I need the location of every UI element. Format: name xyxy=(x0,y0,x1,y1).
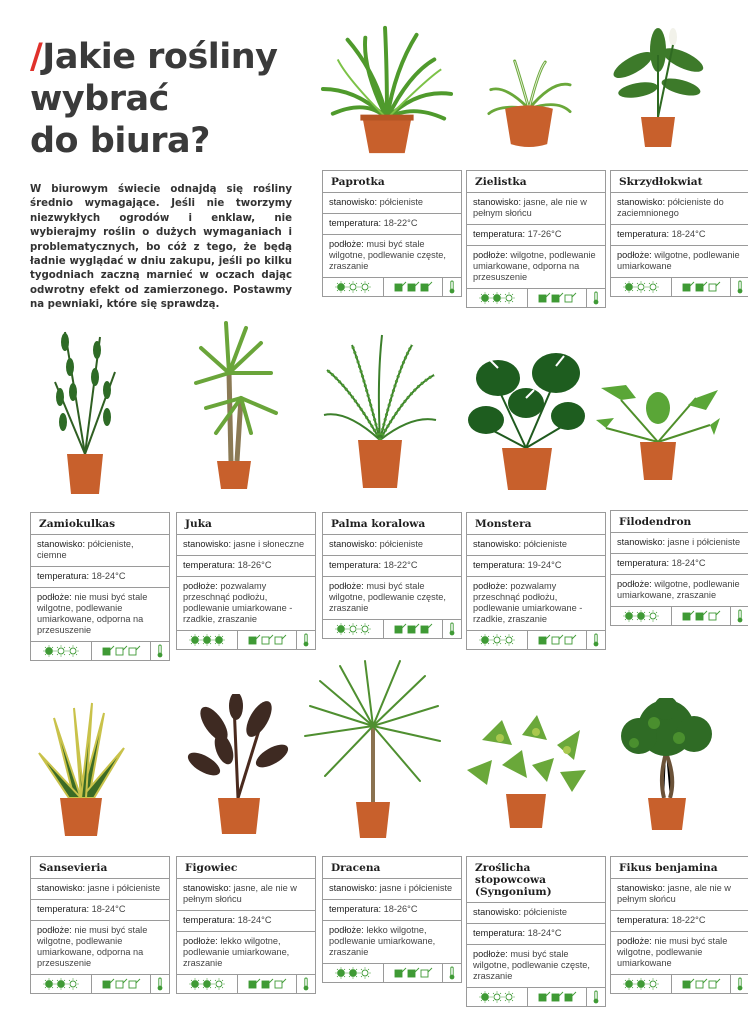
watering-can-icon xyxy=(528,289,587,307)
soil-value: musi być stale wilgotne, podlewanie częste, zraszanie xyxy=(329,581,446,613)
plant-name: Sansevieria xyxy=(31,857,169,879)
position-row xyxy=(467,903,605,924)
plant-image-palma-koralowa xyxy=(322,330,438,492)
care-icons xyxy=(31,642,169,660)
soil-row xyxy=(611,932,748,975)
peace-lily-icon xyxy=(602,25,714,151)
position-label: stanowisko: xyxy=(617,537,666,547)
plant-image-paprotka xyxy=(318,20,456,158)
syngonium-icon xyxy=(462,710,590,832)
temperature-value: 18-22°C xyxy=(383,560,418,570)
care-icons xyxy=(323,620,461,638)
plant-image-zamiokulkas xyxy=(44,322,126,498)
title-slash: / xyxy=(30,37,43,77)
soil-label: podłoże: xyxy=(37,592,72,602)
watering-can-icon xyxy=(384,278,443,296)
position-label: stanowisko: xyxy=(37,883,86,893)
temperature-value: 18-24°C xyxy=(91,571,126,581)
sun-icon xyxy=(467,289,528,307)
watering-can-icon xyxy=(672,607,731,625)
watering-can-icon xyxy=(92,975,151,993)
position-row xyxy=(31,535,169,567)
sun-icon xyxy=(467,631,528,649)
sun-icon xyxy=(467,988,528,1006)
soil-value: nie musi być stale wilgotne, podlewanie umiarkowane xyxy=(617,936,728,968)
plant-name: Fikus benjamina xyxy=(611,857,748,879)
plant-image-dracena xyxy=(300,656,446,840)
thermometer-icon xyxy=(587,988,605,1006)
position-value: jasne i słoneczne xyxy=(233,539,305,549)
position-row xyxy=(611,879,748,911)
sun-icon xyxy=(177,631,238,649)
title-line-1: Jakie rośliny xyxy=(42,37,278,77)
position-label: stanowisko: xyxy=(183,539,232,549)
soil-label: podłoże: xyxy=(183,936,218,946)
position-value: jasne i półcieniste xyxy=(379,883,453,893)
plant-name: Zroślicha stopowcowa (Syngonium) xyxy=(467,857,605,903)
position-label: stanowisko: xyxy=(329,539,378,549)
plant-image-zroslicha xyxy=(462,710,590,832)
plant-name: Zielistka xyxy=(467,171,605,193)
plant-image-filodendron xyxy=(596,380,720,484)
sun-icon xyxy=(177,975,238,993)
thermometer-icon xyxy=(731,975,748,993)
temperature-value: 18-22°C xyxy=(383,218,418,228)
yucca-icon xyxy=(180,313,286,493)
plant-image-zielistka xyxy=(486,54,572,154)
sun-icon xyxy=(611,975,672,993)
care-icons xyxy=(177,975,315,993)
soil-row xyxy=(177,932,315,975)
title-line-3: do biura? xyxy=(30,121,210,161)
soil-label: podłoże: xyxy=(617,250,652,260)
care-icons xyxy=(467,988,605,1006)
care-icons xyxy=(177,631,315,649)
soil-label: podłoże: xyxy=(183,581,218,591)
temperature-label: temperatura: xyxy=(37,904,90,914)
temperature-label: temperatura: xyxy=(473,928,526,938)
intro-paragraph: W biurowym świecie odnajdą się rośliny średnio wymagające. Jeśli nie tworzymy niezwykłych ogrodów i enklaw, nie wybierajmy roślin o dużych wymaganiach i problematycznych, bo cóż z tego, że będą ładnie wyglądać w dniu zakupu, jeśli po kilku tygodniach zaczną marnieć w oczach dając odwrotny efekt od zamierzonego. Postawmy na pewniaki, które się sprawdzą. xyxy=(30,184,292,311)
position-value: jasne i półcieniste xyxy=(87,883,161,893)
soil-label: podłoże: xyxy=(37,925,72,935)
temperature-value: 18-26°C xyxy=(383,904,418,914)
position-label: stanowisko: xyxy=(37,539,86,549)
plant-image-sansevieria xyxy=(34,698,128,838)
temperature-row xyxy=(467,924,605,945)
temperature-row xyxy=(467,225,605,246)
palm-icon xyxy=(322,330,438,492)
soil-value: lekko wilgotne, podlewanie umiarkowane, zraszanie xyxy=(183,936,290,968)
temperature-row xyxy=(323,214,461,235)
position-row xyxy=(467,535,605,556)
position-value: półcieniste xyxy=(523,539,567,549)
sun-icon xyxy=(323,278,384,296)
position-row xyxy=(323,193,461,214)
thermometer-icon xyxy=(731,607,748,625)
soil-row xyxy=(323,921,461,964)
thermometer-icon xyxy=(443,964,461,982)
care-icons xyxy=(467,631,605,649)
plant-image-figowiec xyxy=(184,694,292,836)
position-row xyxy=(323,535,461,556)
spider-plant-icon xyxy=(486,54,572,154)
plant-card-zroslicha-stopowcowa-syngonium xyxy=(466,856,606,1007)
temperature-label: temperatura: xyxy=(329,560,382,570)
ficus-icon xyxy=(614,698,718,834)
position-value: półcieniste xyxy=(523,907,567,917)
watering-can-icon xyxy=(672,278,731,296)
soil-label: podłoże: xyxy=(473,949,508,959)
soil-row xyxy=(467,945,605,988)
soil-label: podłoże: xyxy=(329,581,364,591)
page-title xyxy=(30,36,320,162)
soil-label: podłoże: xyxy=(617,936,652,946)
position-value: jasne, ale nie w pełnym słońcu xyxy=(617,883,731,904)
plant-card-zielistka xyxy=(466,170,606,308)
soil-row xyxy=(31,588,169,642)
plant-image-skrzydlokwiat xyxy=(602,25,714,151)
position-label: stanowisko: xyxy=(329,883,378,893)
position-label: stanowisko: xyxy=(473,197,522,207)
thermometer-icon xyxy=(297,975,315,993)
plant-name: Paprotka xyxy=(323,171,461,193)
sun-icon xyxy=(323,620,384,638)
soil-value: pozwalamy przeschnąć podłożu, podlewanie umiarkowane - rzadkie, zraszanie xyxy=(473,581,583,624)
soil-row xyxy=(467,577,605,631)
plant-image-monstera xyxy=(468,348,586,492)
plant-image-juka xyxy=(180,313,286,493)
plant-card-figowiec xyxy=(176,856,316,994)
plant-name: Filodendron xyxy=(611,511,748,533)
thermometer-icon xyxy=(731,278,748,296)
soil-row xyxy=(323,577,461,620)
soil-row xyxy=(611,246,748,278)
position-value: półcieniste do zaciemnionego xyxy=(617,197,724,218)
care-icons xyxy=(611,607,748,625)
temperature-label: temperatura: xyxy=(617,915,670,925)
watering-can-icon xyxy=(528,988,587,1006)
soil-value: musi być stale wilgotne, podlewanie częste, zraszanie xyxy=(329,239,446,271)
watering-can-icon xyxy=(92,642,151,660)
soil-value: lekko wilgotne, podlewanie umiarkowane, zraszanie xyxy=(329,925,436,957)
sun-icon xyxy=(611,278,672,296)
position-row xyxy=(177,879,315,911)
temperature-value: 18-22°C xyxy=(671,915,706,925)
temperature-label: temperatura: xyxy=(617,558,670,568)
temperature-value: 18-24°C xyxy=(671,558,706,568)
sun-icon xyxy=(611,607,672,625)
watering-can-icon xyxy=(238,975,297,993)
position-label: stanowisko: xyxy=(617,883,666,893)
temperature-value: 18-24°C xyxy=(91,904,126,914)
soil-row xyxy=(467,246,605,289)
plant-name: Juka xyxy=(177,513,315,535)
temperature-value: 19-24°C xyxy=(527,560,562,570)
plant-name: Monstera xyxy=(467,513,605,535)
position-label: stanowisko: xyxy=(617,197,666,207)
care-icons xyxy=(611,975,748,993)
plant-name: Figowiec xyxy=(177,857,315,879)
position-value: jasne, ale nie w pełnym słońcu xyxy=(183,883,297,904)
soil-row xyxy=(31,921,169,975)
temperature-label: temperatura: xyxy=(183,915,236,925)
plant-card-zamiokulkas xyxy=(30,512,170,661)
thermometer-icon xyxy=(151,975,169,993)
care-icons xyxy=(323,278,461,296)
thermometer-icon xyxy=(443,278,461,296)
temperature-row xyxy=(31,567,169,588)
temperature-row xyxy=(323,900,461,921)
soil-label: podłoże: xyxy=(329,239,364,249)
temperature-label: temperatura: xyxy=(473,229,526,239)
soil-value: pozwalamy przeschnąć podłożu, podlewanie umiarkowane - rzadkie, zraszanie xyxy=(183,581,293,624)
watering-can-icon xyxy=(528,631,587,649)
position-value: jasne i półcieniste xyxy=(667,537,741,547)
temperature-row xyxy=(611,911,748,932)
plant-name: Dracena xyxy=(323,857,461,879)
plant-card-palma-koralowa xyxy=(322,512,462,639)
care-icons xyxy=(611,278,748,296)
watering-can-icon xyxy=(384,620,443,638)
soil-row xyxy=(323,235,461,278)
temperature-row xyxy=(31,900,169,921)
soil-label: podłoże: xyxy=(473,581,508,591)
sun-icon xyxy=(31,975,92,993)
temperature-row xyxy=(611,225,748,246)
temperature-row xyxy=(323,556,461,577)
care-icons xyxy=(467,289,605,307)
position-label: stanowisko: xyxy=(473,539,522,549)
philodendron-icon xyxy=(596,380,720,484)
temperature-value: 17-26°C xyxy=(527,229,562,239)
position-label: stanowisko: xyxy=(329,197,378,207)
thermometer-icon xyxy=(297,631,315,649)
position-row xyxy=(323,879,461,900)
watering-can-icon xyxy=(384,964,443,982)
thermometer-icon xyxy=(587,289,605,307)
position-value: jasne, ale nie w pełnym słońcu xyxy=(473,197,587,218)
sun-icon xyxy=(323,964,384,982)
monstera-icon xyxy=(468,348,586,492)
plant-name: Zamiokulkas xyxy=(31,513,169,535)
temperature-label: temperatura: xyxy=(329,904,382,914)
temperature-label: temperatura: xyxy=(37,571,90,581)
rubber-plant-icon xyxy=(184,694,292,836)
soil-label: podłoże: xyxy=(473,250,508,260)
temperature-row xyxy=(467,556,605,577)
position-value: półcieniste xyxy=(379,197,423,207)
soil-value: nie musi być stale wilgotne, podlewanie umiarkowane, odporna na przesuszenie xyxy=(37,592,148,635)
plant-card-monstera xyxy=(466,512,606,650)
plant-name: Palma koralowa xyxy=(323,513,461,535)
soil-label: podłoże: xyxy=(617,579,652,589)
title-line-2: wybrać xyxy=(30,79,169,119)
temperature-row xyxy=(177,911,315,932)
thermometer-icon xyxy=(443,620,461,638)
soil-value: nie musi być stale wilgotne, podlewanie umiarkowane, odporna na przesuszenie xyxy=(37,925,148,968)
plant-image-fikus-benjamina xyxy=(614,698,718,834)
position-value: półcieniste, ciemne xyxy=(37,539,134,560)
soil-value: wilgotne, podlewanie umiarkowane, zraszanie xyxy=(617,579,740,600)
plant-name: Skrzydłokwiat xyxy=(611,171,748,193)
zz-plant-icon xyxy=(44,322,126,498)
position-row xyxy=(177,535,315,556)
position-row xyxy=(611,193,748,225)
temperature-row xyxy=(177,556,315,577)
soil-value: wilgotne, podlewanie umiarkowane, odporna na przesuszenie xyxy=(473,250,596,282)
temperature-value: 18-24°C xyxy=(671,229,706,239)
temperature-label: temperatura: xyxy=(617,229,670,239)
care-icons xyxy=(323,964,461,982)
watering-can-icon xyxy=(238,631,297,649)
sun-icon xyxy=(31,642,92,660)
care-icons xyxy=(31,975,169,993)
position-value: półcieniste xyxy=(379,539,423,549)
plant-card-dracena xyxy=(322,856,462,983)
position-label: stanowisko: xyxy=(183,883,232,893)
temperature-label: temperatura: xyxy=(473,560,526,570)
plant-card-paprotka xyxy=(322,170,462,297)
temperature-value: 18-26°C xyxy=(237,560,272,570)
plant-card-sansevieria xyxy=(30,856,170,994)
soil-value: wilgotne, podlewanie umiarkowane xyxy=(617,250,740,271)
thermometer-icon xyxy=(151,642,169,660)
thermometer-icon xyxy=(587,631,605,649)
temperature-value: 18-24°C xyxy=(237,915,272,925)
plant-card-juka xyxy=(176,512,316,650)
plant-card-filodendron xyxy=(610,510,748,626)
soil-value: musi być stale wilgotne, podlewanie częste, zraszanie xyxy=(473,949,590,981)
plant-card-fikus-benjamina xyxy=(610,856,748,994)
temperature-label: temperatura: xyxy=(329,218,382,228)
position-row xyxy=(467,193,605,225)
snake-plant-icon xyxy=(34,698,128,838)
dracaena-icon xyxy=(300,656,446,840)
position-row xyxy=(31,879,169,900)
temperature-row xyxy=(611,554,748,575)
soil-row xyxy=(177,577,315,631)
temperature-label: temperatura: xyxy=(183,560,236,570)
plant-card-skrzydlokwiat xyxy=(610,170,748,297)
fern-icon xyxy=(318,20,456,158)
watering-can-icon xyxy=(672,975,731,993)
soil-label: podłoże: xyxy=(329,925,364,935)
position-label: stanowisko: xyxy=(473,907,522,917)
position-row xyxy=(611,533,748,554)
soil-row xyxy=(611,575,748,607)
temperature-value: 18-24°C xyxy=(527,928,562,938)
